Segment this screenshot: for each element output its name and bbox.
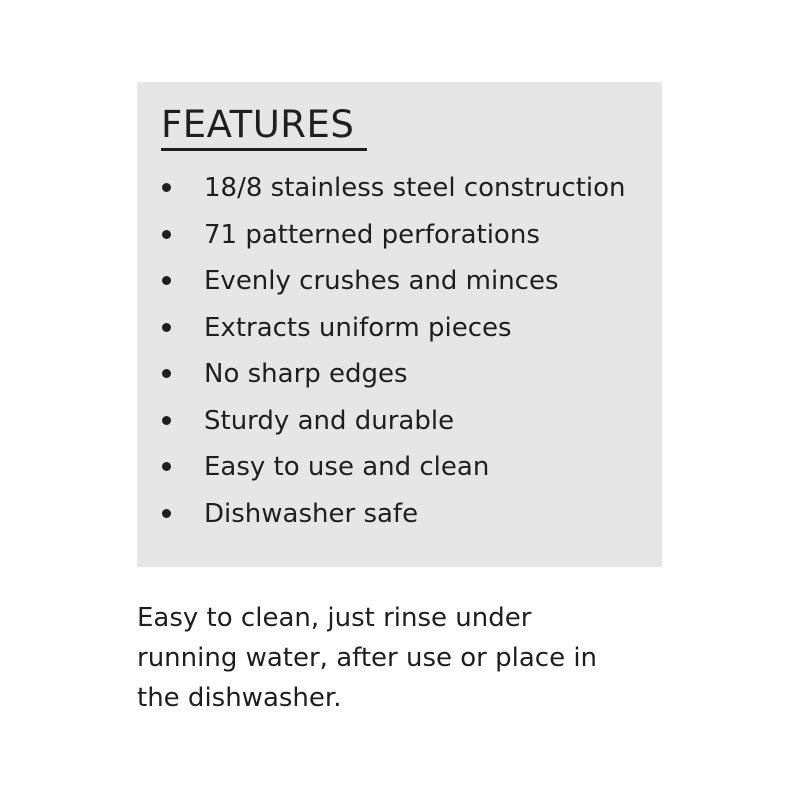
feature-text: Sturdy and durable — [204, 405, 455, 436]
feature-text: 18/8 stainless steel construction — [204, 173, 626, 203]
feature-text: Dishwasher safe — [204, 498, 419, 529]
feature-text: Evenly crushes and minces — [204, 266, 559, 296]
heading-underline — [161, 148, 367, 151]
care-note-line: running water, after use or place in — [137, 643, 598, 673]
care-note-line: the dishwasher. — [137, 683, 342, 713]
bullet-icon — [162, 276, 171, 285]
bullet-icon — [162, 509, 171, 518]
bullet-icon — [162, 462, 171, 471]
features-panel — [137, 82, 662, 567]
bullet-icon — [162, 416, 171, 425]
feature-text: Easy to use and clean — [204, 452, 490, 482]
feature-text: 71 patterned perforations — [204, 219, 540, 250]
care-note — [137, 598, 697, 718]
bullet-icon — [162, 323, 171, 332]
care-note-line: Easy to clean, just rinse under — [137, 603, 532, 633]
bullet-icon — [162, 183, 171, 192]
feature-text: No sharp edges — [204, 359, 408, 389]
feature-text: Extracts uniform pieces — [204, 312, 512, 343]
features-heading: FEATURES — [161, 103, 355, 146]
bullet-icon — [162, 230, 171, 239]
bullet-icon — [162, 369, 171, 378]
